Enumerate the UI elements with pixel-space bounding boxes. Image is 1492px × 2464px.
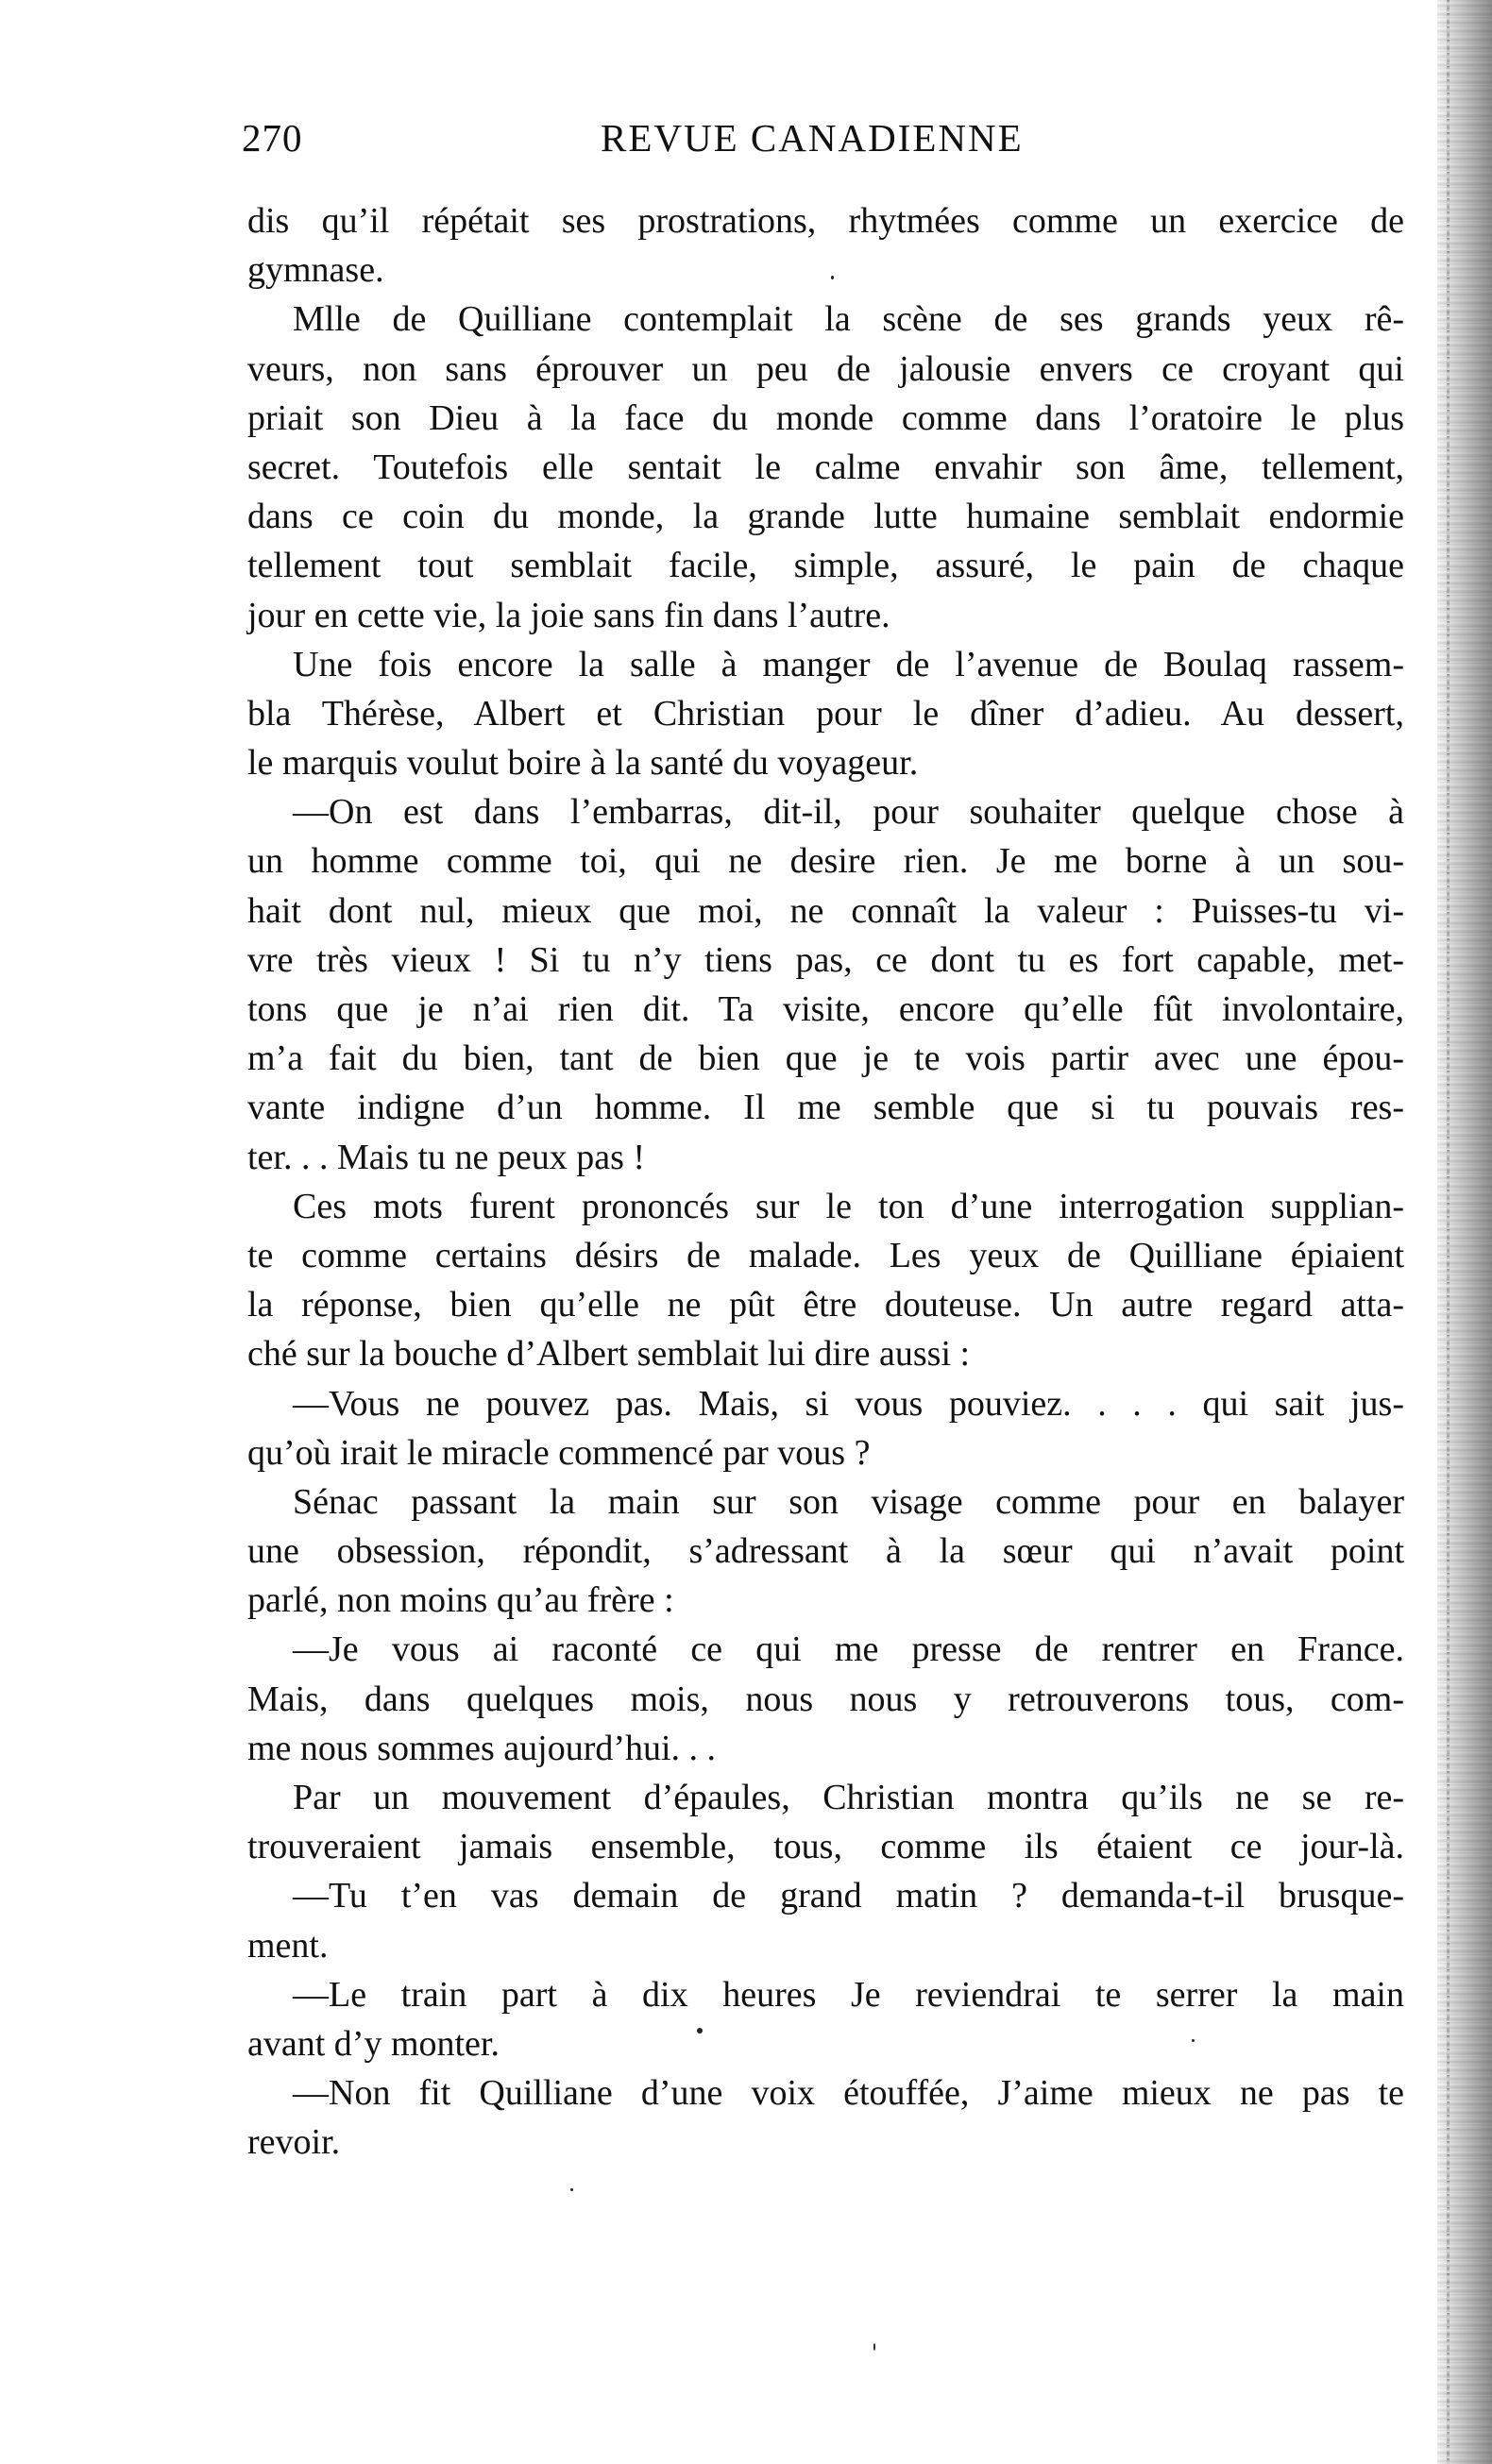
text-line: priait son Dieu à la face du monde comme dans l’oratoire le plus bbox=[247, 397, 1404, 438]
text-line: une obsession, répondit, s’adressant à la sœur qui n’avait point bbox=[247, 1531, 1404, 1572]
text-line: Sénac passant la main sur son visage comme pour en balayer bbox=[293, 1481, 1404, 1522]
text-line: Mais, dans quelques mois, nous nous y retrouverons tous, com- bbox=[247, 1679, 1404, 1719]
text-line: gymnase. bbox=[247, 250, 384, 291]
scan-speck bbox=[570, 2188, 573, 2191]
text-line: la réponse, bien qu’elle ne pût être douteuse. Un autre regard atta- bbox=[247, 1285, 1404, 1325]
text-line: Ces mots furent prononcés sur le ton d’une interrogation supplian- bbox=[293, 1186, 1404, 1226]
text-line: tellement tout semblait facile, simple, assuré, le pain de chaque bbox=[247, 546, 1404, 586]
text-line: jour en cette vie, la joie sans fin dans l’autre. bbox=[247, 595, 890, 635]
text-line: avant d’y monter. bbox=[247, 2023, 500, 2064]
text-line: Par un mouvement d’épaules, Christian montra qu’ils ne se re- bbox=[293, 1778, 1404, 1817]
text-line: trouveraient jamais ensemble, tous, comme ils étaient ce jour-là. bbox=[247, 1827, 1404, 1867]
body-text bbox=[247, 196, 1404, 2168]
text-line: —Je vous ai raconté ce qui me presse de rentrer en France. bbox=[293, 1629, 1404, 1670]
running-head bbox=[242, 115, 1409, 172]
text-line: ché sur la bouche d’Albert semblait lui dire aussi : bbox=[247, 1334, 971, 1375]
text-line: Une fois encore la salle à manger de l’avenue de Boulaq rassem- bbox=[293, 644, 1404, 684]
text-line: —Tu t’en vas demain de grand matin ? demanda-t-il brusque- bbox=[293, 1876, 1404, 1916]
text-line: m’a fait du bien, tant de bien que je te vois partir avec une épou- bbox=[247, 1038, 1404, 1079]
text-line: parlé, non moins qu’au frère : bbox=[247, 1580, 674, 1621]
text-line: bla Thérèse, Albert et Christian pour le dîner d’adieu. Au dessert, bbox=[247, 693, 1404, 734]
text-line: —Vous ne pouvez pas. Mais, si vous pouviez. . . . qui sait jus- bbox=[293, 1383, 1404, 1424]
text-line: te comme certains désirs de malade. Les yeux de Quilliane épiaient bbox=[247, 1235, 1404, 1275]
text-line: un homme comme toi, qui ne desire rien. Je me borne à un sou- bbox=[247, 841, 1404, 882]
scan-speck bbox=[697, 2028, 703, 2034]
text-line: me nous sommes aujourd’hui. . . bbox=[247, 1728, 717, 1768]
text-line: dis qu’il répétait ses prostrations, rhytmées comme un exercice de bbox=[247, 201, 1404, 241]
scan-speck bbox=[873, 2343, 875, 2351]
text-line: ment. bbox=[247, 1925, 329, 1966]
scan-speck bbox=[831, 276, 834, 279]
text-line: secret. Toutefois elle sentait le calme envahir son âme, tellement, bbox=[247, 447, 1404, 487]
text-line: revoir. bbox=[247, 2122, 341, 2163]
text-line: —Le train part à dix heures Je reviendrai te serrer la main bbox=[293, 1974, 1404, 2015]
text-line: vante indigne d’un homme. Il me semble que si tu pouvais res- bbox=[247, 1088, 1404, 1128]
text-line: hait dont nul, mieux que moi, ne connaît la valeur : Puisses-tu vi- bbox=[247, 890, 1404, 931]
text-line: ter. . . Mais tu ne peux pas ! bbox=[247, 1137, 646, 1177]
text-line: le marquis voulut boire à la santé du voyageur. bbox=[247, 743, 919, 784]
text-line: —On est dans l’embarras, dit-il, pour souhaiter quelque chose à bbox=[293, 792, 1404, 833]
scan-speck bbox=[1192, 2039, 1195, 2042]
page-number: 270 bbox=[242, 116, 303, 160]
text-line: tons que je n’ai rien dit. Ta visite, encore qu’elle fût involontaire, bbox=[247, 989, 1404, 1029]
text-line: vre très vieux ! Si tu n’y tiens pas, ce dont tu es fort capable, met- bbox=[247, 939, 1404, 980]
journal-title: REVUE CANADIENNE bbox=[601, 116, 1024, 160]
text-line: dans ce coin du monde, la grande lutte humaine semblait endormie bbox=[247, 497, 1404, 537]
text-line: Mlle de Quilliane contemplait la scène de ses grands yeux rê- bbox=[293, 299, 1404, 340]
text-line: —Non fit Quilliane d’une voix étouffée, J’aime mieux ne pas te bbox=[293, 2073, 1404, 2114]
text-line: qu’où irait le miracle commencé par vous ? bbox=[247, 1432, 871, 1473]
text-line: veurs, non sans éprouver un peu de jalousie envers ce croyant qui bbox=[247, 348, 1404, 389]
book-edge-shading bbox=[1437, 0, 1492, 2464]
